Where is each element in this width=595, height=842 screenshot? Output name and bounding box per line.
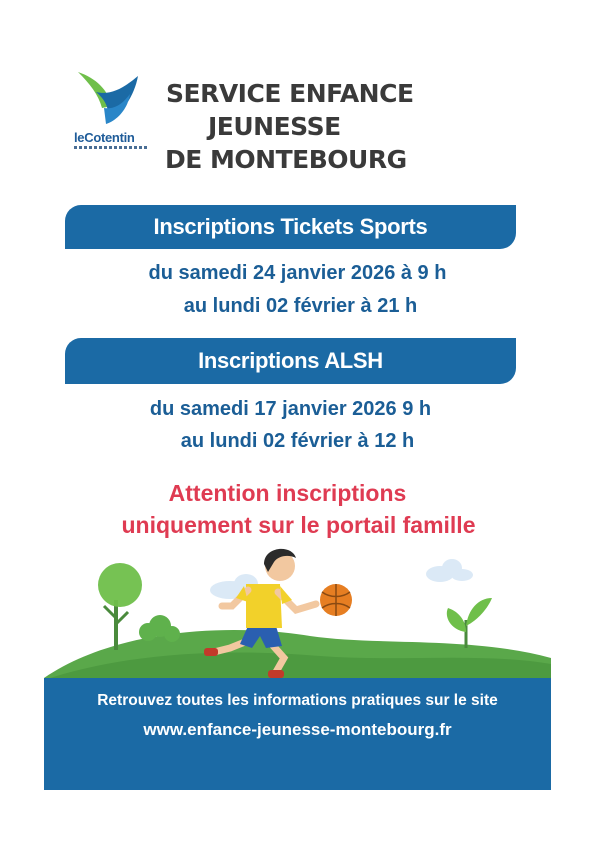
tree-icon xyxy=(98,563,142,650)
attention-line-2: uniquement sur le portail famille xyxy=(121,512,476,538)
alsh-banner: Inscriptions ALSH xyxy=(65,338,516,384)
page-title-line-3: DE MONTEBOURG xyxy=(165,145,407,174)
tickets-sports-banner: Inscriptions Tickets Sports xyxy=(65,205,516,249)
footer-website-link[interactable]: www.enfance-jeunesse-montebourg.fr xyxy=(143,720,452,739)
child-basketball-illustration xyxy=(0,540,595,690)
page-title-line-2: JEUNESSE xyxy=(208,112,341,141)
footer-info-box xyxy=(44,678,551,790)
cloud-icon xyxy=(426,559,473,582)
logo-tagline-mark xyxy=(74,146,148,149)
logo-name: leCotentin xyxy=(74,130,135,145)
tickets-sports-end-date: au lundi 02 février à 21 h xyxy=(183,295,418,317)
alsh-start-date: du samedi 17 janvier 2026 9 h xyxy=(149,398,432,420)
tickets-sports-start-date: du samedi 24 janvier 2026 à 9 h xyxy=(148,262,447,284)
alsh-end-date: au lundi 02 février à 12 h xyxy=(180,430,415,452)
plant-icon xyxy=(447,598,492,648)
page-title-line-1: SERVICE ENFANCE xyxy=(166,79,414,108)
footer-info-text: Retrouvez toutes les informations pratiques sur le site xyxy=(97,692,498,709)
attention-line-1: Attention inscriptions xyxy=(168,480,407,506)
le-cotentin-logo xyxy=(72,72,152,154)
cotentin-mark-icon xyxy=(76,72,140,130)
